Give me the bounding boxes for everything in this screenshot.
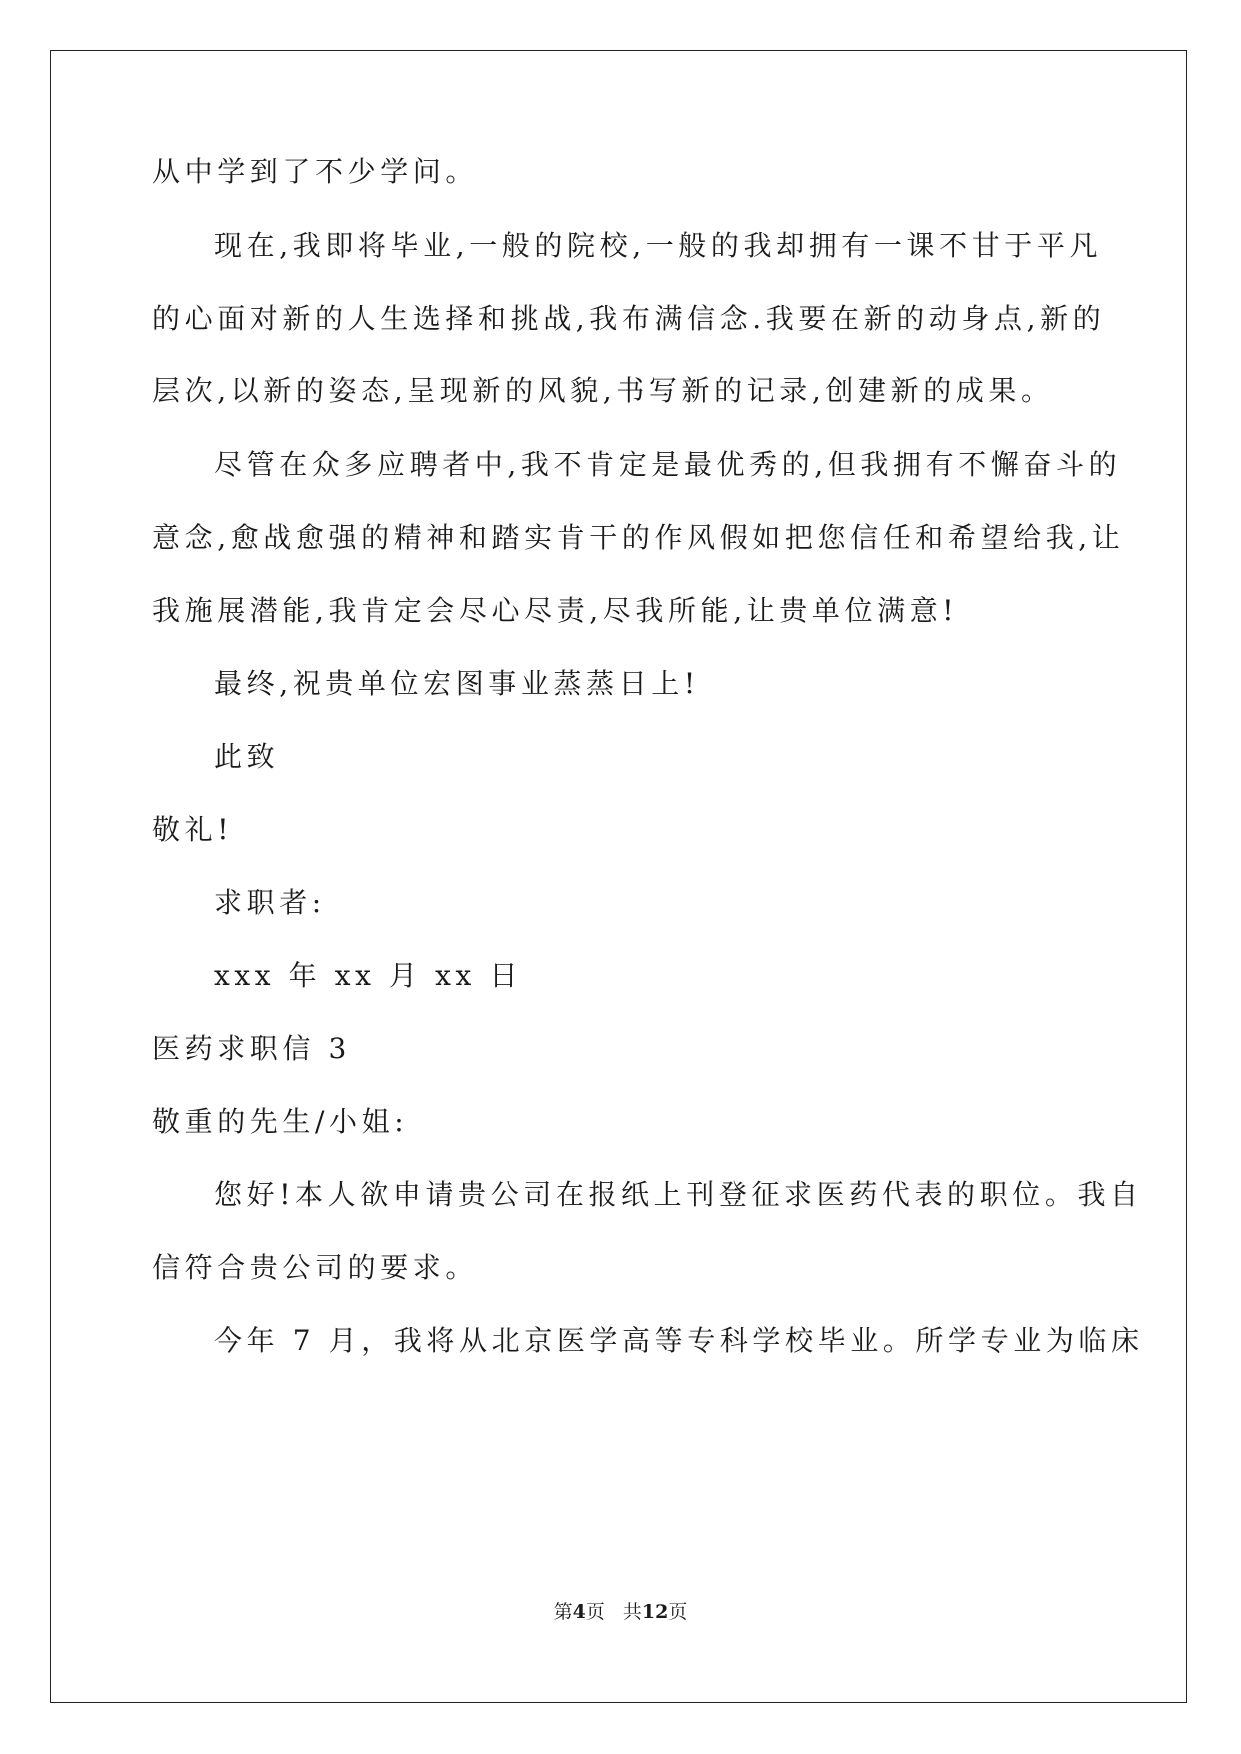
text-line: 此致 [214, 740, 280, 773]
text-line: 的心面对新的人生选择和挑战,我布满信念.我要在新的动身点,新的 [152, 302, 1106, 335]
section-heading: 医药求职信 3 [152, 1032, 351, 1065]
text-line: 敬礼! [152, 813, 234, 846]
text-line: 您好!本人欲申请贵公司在报纸上刊登征求医药代表的职位。我自 [214, 1178, 1143, 1211]
text-line: 意念,愈战愈强的精神和踏实肯干的作风假如把您信任和希望给我,让 [152, 521, 1125, 554]
footer-total-suffix: 页 [668, 1601, 688, 1623]
salutation: 敬重的先生/小姐: [152, 1105, 409, 1138]
text-line: xxx 年 xx 月 xx 日 [214, 959, 523, 992]
text-line: 层次,以新的姿态,呈现新的风貌,书写新的记录,创建新的成果。 [152, 374, 1054, 407]
current-page-number: 4 [572, 1601, 586, 1623]
text-line: 最终,祝贵单位宏图事业蒸蒸日上! [214, 667, 700, 700]
footer-total-prefix: 共 [622, 1601, 642, 1623]
text-line: 现在,我即将毕业,一般的院校,一般的我却拥有一课不甘于平凡 [214, 229, 1103, 262]
text-line: 求职者: [214, 886, 326, 919]
text-line: 信符合贵公司的要求。 [152, 1251, 479, 1284]
page-footer [0, 1600, 1241, 1624]
footer-prefix: 第 [553, 1601, 573, 1623]
text-line: 尽管在众多应聘者中,我不肯定是最优秀的,但我拥有不懈奋斗的 [214, 448, 1122, 481]
footer-page-suffix: 页 [585, 1601, 605, 1623]
total-pages-number: 12 [641, 1601, 669, 1623]
text-line: 今年 7 月，我将从北京医学高等专科学校毕业。所学专业为临床 [214, 1324, 1144, 1357]
text-line: 我施展潜能,我肯定会尽心尽责,尽我所能,让贵单位满意! [152, 594, 959, 627]
page-border [50, 50, 1187, 1703]
text-line: 从中学到了不少学问。 [152, 155, 479, 188]
